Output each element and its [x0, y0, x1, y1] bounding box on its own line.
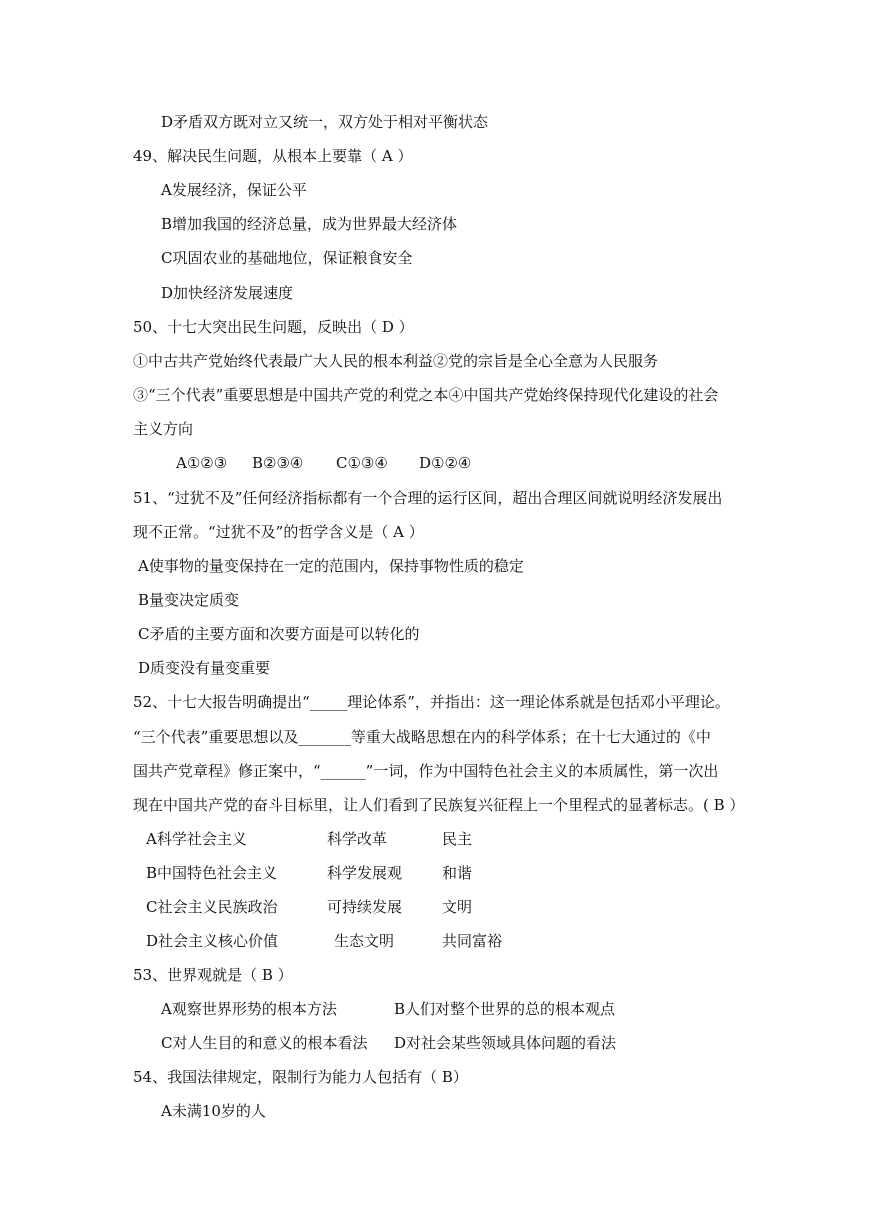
- q50-option-d: D①②④: [419, 454, 472, 472]
- q49-option-c: C巩固农业的基础地位，保证粮食安全: [161, 249, 413, 267]
- question-53: 53、世界观就是（ B ）: [133, 966, 293, 984]
- question-52-cont-2: 国共产党章程》修正案中，“______”一词，作为中国特色社会主义的本质属性，第一次出: [133, 762, 719, 780]
- q53-option-a: A观察世界形势的根本方法: [161, 1000, 337, 1018]
- q52-option-a-col1: A科学社会主义: [146, 830, 247, 848]
- q52-option-b-col2: 科学发展观: [327, 864, 403, 882]
- q52-option-d-col3: 共同富裕: [442, 932, 503, 950]
- q50-statement-cont: 主义方向: [133, 420, 194, 438]
- q50-option-a: A①②③: [176, 454, 228, 472]
- q51-option-d: D质变没有量变重要: [138, 659, 271, 677]
- q51-option-a: A使事物的量变保持在一定的范围内，保持事物性质的稳定: [138, 557, 524, 575]
- q53-option-d: D对社会某些领域具体问题的看法: [394, 1034, 617, 1052]
- q53-option-c: C对人生目的和意义的根本看法: [161, 1034, 368, 1052]
- question-50: 50、十七大突出民生问题，反映出（ D ）: [133, 318, 414, 336]
- q54-option-a: A未满10岁的人: [161, 1102, 266, 1120]
- q49-option-b: B增加我国的经济总量，成为世界最大经济体: [161, 215, 458, 233]
- q52-option-b-col1: B中国特色社会主义: [146, 864, 278, 882]
- q53-option-b: B人们对整个世界的总的根本观点: [394, 1000, 616, 1018]
- q52-option-c-col2: 可持续发展: [327, 898, 403, 916]
- q52-option-a-col2: 科学改革: [327, 830, 388, 848]
- question-52-cont-3: 现在中国共产党的奋斗目标里，让人们看到了民族复兴征程上一个里程式的显著标志。( B ）: [133, 796, 745, 814]
- question-51-cont: 现不正常。“过犹不及”的哲学含义是（ A ）: [133, 523, 424, 541]
- q50-option-c: C①③④: [336, 454, 388, 472]
- q52-option-d-col2: 生态文明: [334, 932, 395, 950]
- q52-option-c-col3: 文明: [442, 898, 473, 916]
- q50-statement-2: ③“三个代表”重要思想是中国共产党的利党之本④中国共产党始终保持现代化建设的社会: [133, 386, 719, 404]
- q48-option-d: D矛盾双方既对立又统一，双方处于相对平衡状态: [161, 113, 489, 131]
- q52-option-b-col3: 和谐: [442, 864, 473, 882]
- q52-option-a-col3: 民主: [442, 830, 473, 848]
- q49-option-d: D加快经济发展速度: [161, 284, 294, 302]
- question-49: 49、解决民生问题，从根本上要靠（ A ）: [133, 147, 413, 165]
- question-54: 54、我国法律规定，限制行为能力人包括有（ B）: [133, 1068, 468, 1086]
- question-52-cont-1: “三个代表”重要思想以及_______等重大战略思想在内的科学体系；在十七大通过的《中: [133, 728, 711, 746]
- question-52: 52、十七大报告明确提出“_____理论体系”，并指出：这一理论体系就是包括邓小平理论。: [133, 693, 730, 711]
- question-51: 51、“过犹不及”任何经济指标都有一个合理的运行区间，超出合理区间就说明经济发展出: [133, 489, 723, 507]
- q51-option-b: B量变决定质变: [138, 591, 240, 609]
- q52-option-c-col1: C社会主义民族政治: [146, 898, 278, 916]
- q52-option-d-col1: D社会主义核心价值: [146, 932, 279, 950]
- q49-option-a: A发展经济，保证公平: [161, 181, 307, 199]
- q50-statement-1: ①中古共产党始终代表最广大人民的根本利益②党的宗旨是全心全意为人民服务: [133, 352, 659, 370]
- q51-option-c: C矛盾的主要方面和次要方面是可以转化的: [138, 625, 420, 643]
- q50-option-b: B②③④: [252, 454, 304, 472]
